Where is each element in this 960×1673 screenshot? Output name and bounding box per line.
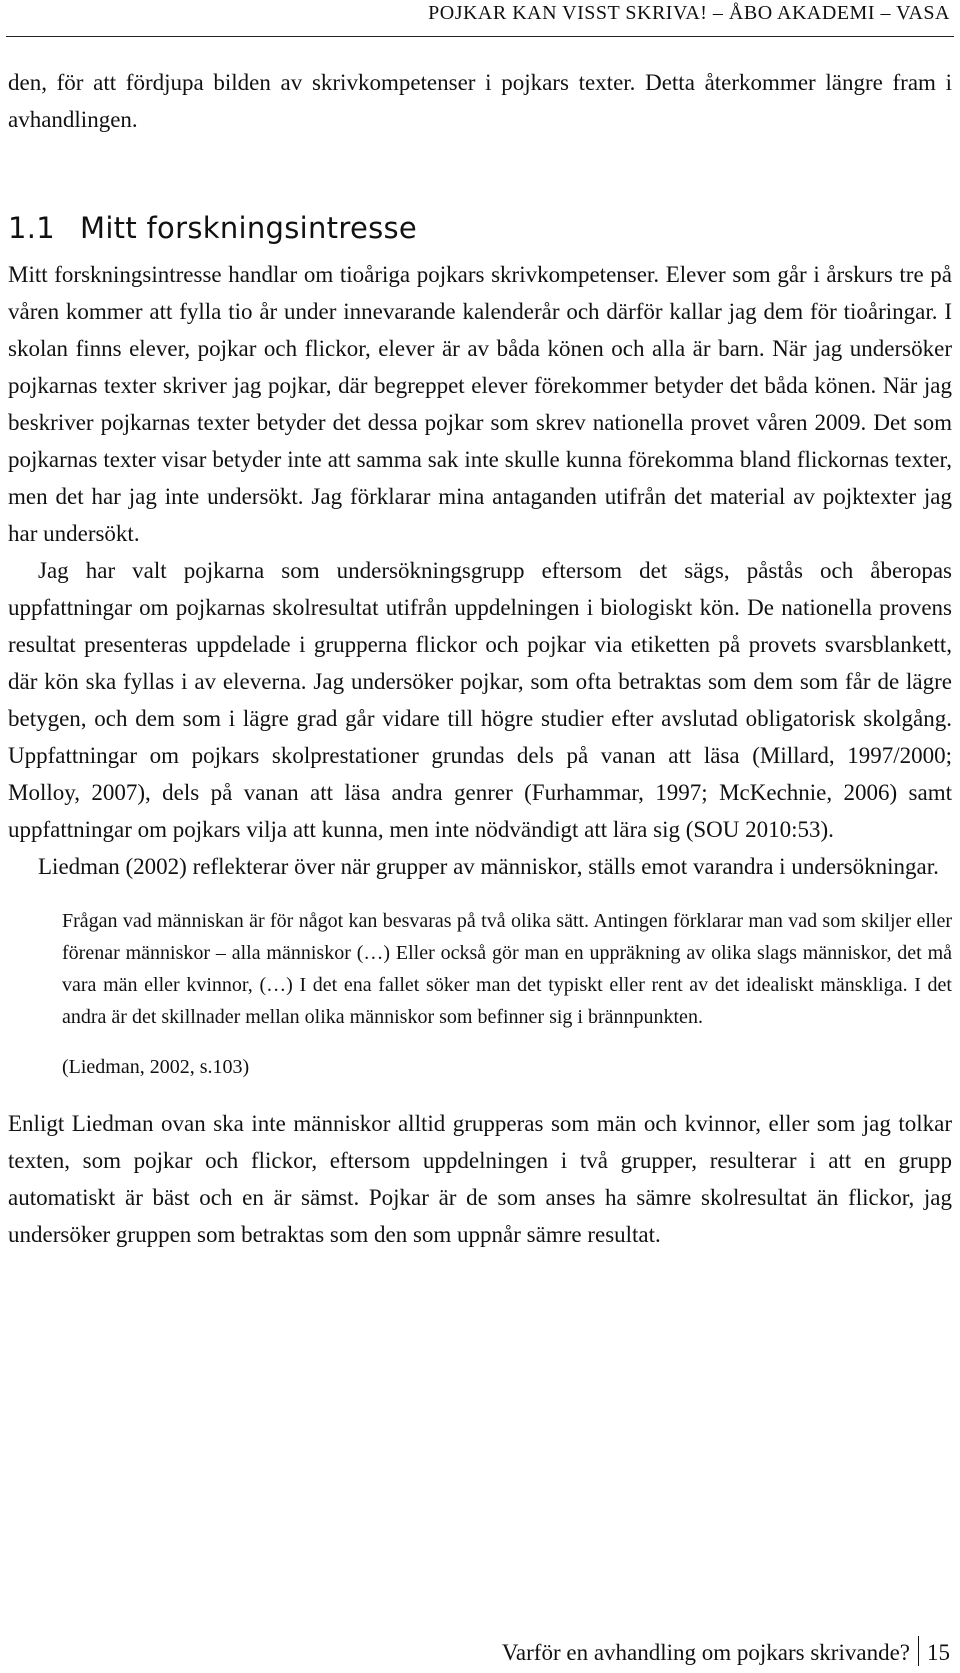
page-footer xyxy=(502,1633,950,1673)
section-title: Mitt forskningsintresse xyxy=(80,211,418,245)
block-quote-citation: (Liedman, 2002, s.103) xyxy=(62,1056,250,1078)
header-rule xyxy=(6,36,954,37)
body-paragraph-3: Liedman (2002) reflekterar över när grupper av människor, ställs emot varandra i undersökningar. xyxy=(38,854,939,879)
intro-paragraph: den, för att fördjupa bilden av skrivkompetenser i pojkars texter. Detta återkommer längre fram i avhandlingen. xyxy=(8,70,952,132)
body-paragraph-1: Mitt forskningsintresse handlar om tioåriga pojkars skrivkompetenser. Elever som går i årskurs tre på våren kommer att fylla tio år under innevarande kalenderår och därför kallar jag dem för tioåringar. I skolan finns elever, pojkar och flickor, elever är av båda könen och alla är barn. När jag undersöker pojkarnas texter skriver jag pojkar, där begreppet elever förekommer betyder det båda könen. När jag beskriver pojkarnas texter betyder det dessa pojkar som skrev nationella provet våren 2009. Det som pojkarnas texter visar betyder inte att samma sak inte skulle kunna förekomma bland flickornas texter, men det har jag inte undersökt. Jag förklarar mina antaganden utifrån det material av pojktexter jag har undersökt. xyxy=(8,262,952,546)
body-paragraph-2: Jag har valt pojkarna som undersökningsgrupp eftersom det sägs, påstås och åberopas uppfattningar om pojkarnas skolresultat utifrån uppdelningen i biologiskt kön. De nationella provens resultat presenteras uppdelade i grupperna flickor och pojkar via etiketten på provets svarsblankett, där kön ska fyllas i av eleverna. Jag undersöker pojkar, som ofta betraktas som dem som får de lägre betygen, och dem som i lägre grad går vidare till högre studier efter avslutad obligatorisk skolgång. Uppfattningar om pojkars skolprestationer grundas dels på vanan att läsa (Millard, 1997/2000; Molloy, 2007), dels på vanan att läsa andra genrer (Furhammar, 1997; McKechnie, 2006) samt uppfattningar om pojkars vilja att kunna, men inte nödvändigt att lära sig (SOU 2010:53). xyxy=(8,558,952,842)
footer-chapter-title: Varför en avhandling om pojkars skrivande? xyxy=(501,1640,910,1665)
page-content xyxy=(8,64,952,1253)
page-number: 15 xyxy=(927,1640,950,1665)
section-heading xyxy=(8,208,952,248)
closing-paragraph: Enligt Liedman ovan ska inte människor alltid grupperas som män och kvinnor, eller som jag tolkar texten, som pojkar och flickor, eftersom uppdelningen i två grupper, resulterar i att en grupp automatiskt är bäst och en är sämst. Pojkar är de som anses ha sämre skolresultat än flickor, jag undersöker gruppen som betraktas som den som uppnår sämre resultat. xyxy=(8,1111,952,1247)
footer-separator xyxy=(918,1636,919,1666)
block-quote-text: Frågan vad människan är för något kan besvaras på två olika sätt. Antingen förklarar man vad som skiljer eller förenar människor – alla människor (…) Eller också gör man en uppräkning av olika slags människor, det må vara män eller kvinnor, (…) I det ena fallet söker man det typiskt eller rent av det idealiskt mänskliga. I det andra är det skillnader mellan olika människor som befinner sig i brännpunkten. xyxy=(62,910,952,1028)
running-header: POJKAR KAN VISST SKRIVA! – ÅBO AKADEMI – VASA xyxy=(428,2,950,24)
block-quote xyxy=(62,905,952,1083)
section-number: 1.1 xyxy=(8,211,56,245)
